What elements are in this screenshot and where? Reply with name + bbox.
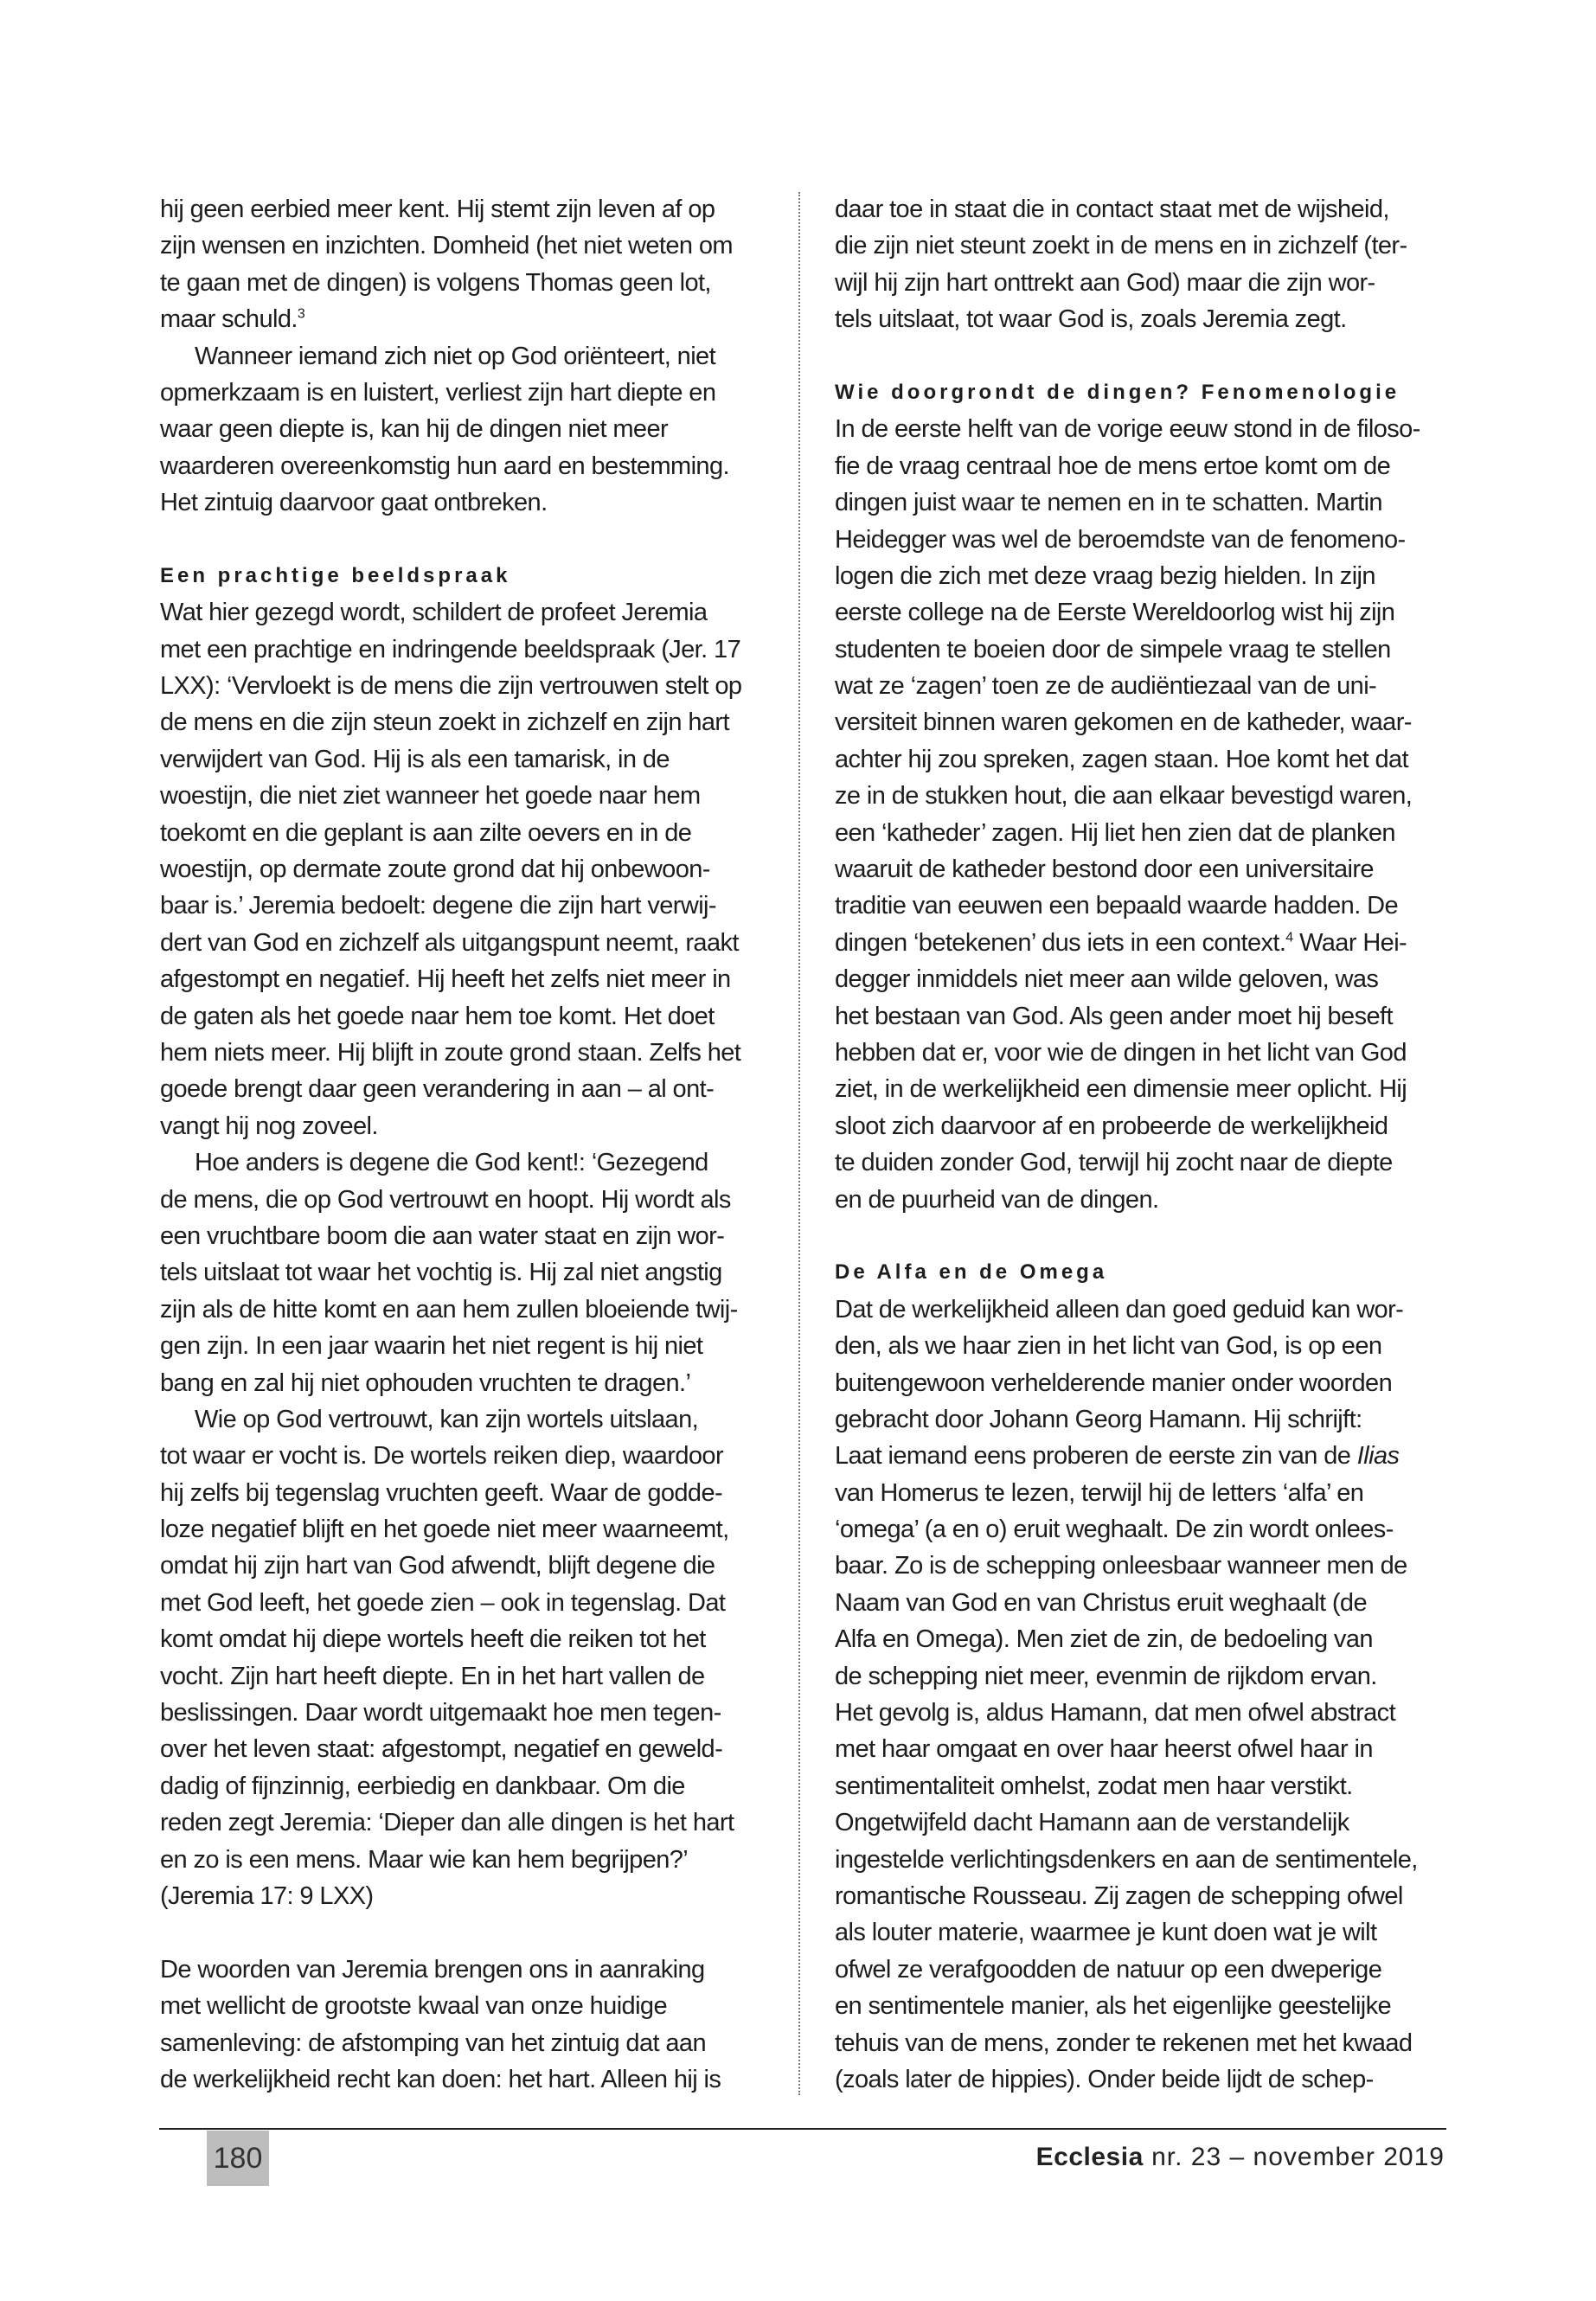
text-line	[835, 1914, 1451, 1951]
text-line	[835, 1952, 1451, 1988]
text-line	[160, 375, 770, 411]
text-line	[160, 888, 770, 924]
line-text: opmerkzaam is en luistert, verliest zijn hart diepte en	[160, 378, 716, 407]
line-text: komt omdat hij diepe wortels heeft die reiken tot het	[160, 1625, 706, 1654]
line-text: romantische Rousseau. Zij zagen de schepping ofwel	[835, 1881, 1403, 1910]
line-text: zijn wensen en inzichten. Domheid (het niet weten om	[160, 232, 733, 260]
line-text: ingestelde verlichtingsdenkers en aan de sentimentele,	[835, 1845, 1418, 1874]
text-line	[835, 1768, 1451, 1804]
text-line	[835, 1328, 1451, 1364]
text-line	[160, 925, 770, 961]
line-text: en de puurheid van de dingen.	[835, 1185, 1159, 1214]
text-line	[160, 1071, 770, 1107]
line-text: den, als we haar zien in het licht van God, is op een	[835, 1332, 1382, 1361]
text-line	[160, 1365, 770, 1401]
text-line	[835, 925, 1451, 961]
text-line	[160, 228, 770, 264]
text-column-left	[160, 191, 770, 2098]
text-line	[835, 741, 1451, 778]
line-text: daar toe in staat die in contact staat met de wijsheid,	[835, 195, 1389, 223]
line-text: sloot zich daarvoor af en probeerde de werkelijkheid	[835, 1112, 1388, 1140]
line-text: Laat iemand eens proberen de eerste zin van de	[835, 1442, 1357, 1471]
line-text: tels uitslaat, tot waar God is, zoals Jeremia zegt.	[835, 305, 1347, 334]
text-line	[160, 1438, 770, 1474]
text-line	[160, 1144, 770, 1181]
footnote-marker: 3	[297, 306, 305, 322]
text-line	[160, 631, 770, 668]
line-text: hebben dat er, voor wie de dingen in het licht van God	[835, 1038, 1407, 1067]
text-line	[160, 1621, 770, 1657]
text-line	[835, 1182, 1451, 1218]
text-line	[835, 1585, 1451, 1621]
footer-journal-info	[1036, 2137, 1445, 2178]
line-text: achter hij zou spreken, zagen staan. Hoe komt het dat	[835, 745, 1408, 773]
text-line	[160, 1695, 770, 1731]
line-text: dadig of fijnzinnig, eerbiedig en dankbaar. Om die	[160, 1772, 685, 1800]
line-text: traditie van eeuwen een bepaald waarde hadden. De	[835, 892, 1398, 920]
text-line	[835, 1988, 1451, 2024]
text-line	[160, 1658, 770, 1695]
text-line	[160, 1548, 770, 1584]
line-text: reden zegt Jeremia: ‘Dieper dan alle dingen is het hart	[160, 1809, 734, 1837]
line-text: dingen juist waar te nemen en in te schatten. Martin	[835, 489, 1382, 517]
text-line	[835, 668, 1451, 704]
text-line	[835, 851, 1451, 888]
line-text: maar schuld.	[160, 305, 298, 334]
line-text: logen die zich met deze vraag bezig hielden. In zijn	[835, 561, 1375, 590]
line-text: zijn als de hitte komt en aan hem zullen bloeiende twij-	[160, 1295, 738, 1324]
line-text: Wie op God vertrouwt, kan zijn wortels uitslaan,	[195, 1405, 699, 1433]
text-line	[160, 1585, 770, 1621]
text-line	[160, 1952, 770, 1988]
line-text: ze in de stukken hout, die aan elkaar bevestigd waren,	[835, 782, 1413, 811]
line-text: over het leven staat: afgestompt, negatief en geweld-	[160, 1735, 723, 1764]
line-text: degger inmiddels niet meer aan wilde geloven, was	[835, 965, 1379, 994]
line-text: Ongetwijfeld dacht Hamann aan de verstandelijk	[835, 1809, 1349, 1837]
line-text: beslissingen. Daar wordt uitgemaakt hoe men tegen-	[160, 1699, 721, 1727]
text-line	[160, 191, 770, 228]
line-text: wijl hij zijn hart onttrekt aan God) maar die zijn wor-	[835, 268, 1375, 297]
text-line	[835, 1804, 1451, 1841]
line-text: waaruit de katheder bestond door een universitaire	[835, 856, 1374, 884]
text-line	[160, 1328, 770, 1364]
line-text: Een prachtige beeldspraak	[160, 563, 511, 587]
line-text: gebracht door Johann Georg Hamann. Hij schrijft:	[835, 1405, 1362, 1433]
line-text: studenten te boeien door de simpele vraag te stellen	[835, 635, 1391, 663]
line-text: dert van God en zichzelf als uitgangspunt neemt, raakt	[160, 928, 739, 957]
text-line	[835, 778, 1451, 814]
line-text: met een prachtige en indringende beeldspraak (Jer. 17	[160, 635, 741, 663]
text-line	[835, 228, 1451, 264]
text-line	[835, 961, 1451, 997]
line-text: hij geen eerbied meer kent. Hij stemt zijn leven af op	[160, 195, 715, 223]
text-line	[835, 1695, 1451, 1731]
text-line	[835, 998, 1451, 1035]
line-text: tot waar er vocht is. De wortels reiken diep, waardoor	[160, 1442, 724, 1471]
text-line	[835, 1878, 1451, 1914]
line-text: waar geen diepte is, kan hij de dingen niet meer	[160, 415, 669, 444]
text-line	[835, 1842, 1451, 1878]
text-line	[835, 448, 1451, 484]
blank-line	[835, 338, 1451, 375]
line-text: fie de vraag centraal hoe de mens ertoe komt om de	[835, 452, 1391, 480]
text-line	[160, 2025, 770, 2061]
line-text: die zijn niet steunt zoekt in de mens en in zichzelf (ter-	[835, 232, 1407, 260]
text-line	[835, 411, 1451, 447]
text-line	[160, 1731, 770, 1767]
text-line	[160, 998, 770, 1035]
line-text: Dat de werkelijkheid alleen dan goed geduid kan wor-	[835, 1295, 1404, 1324]
text-line	[160, 484, 770, 521]
line-text: Het gevolg is, aldus Hamann, dat men ofwel abstract	[835, 1699, 1396, 1727]
line-text: het bestaan van God. Als geen ander moet hij beseft	[835, 1002, 1393, 1030]
text-line	[160, 1182, 770, 1218]
column-divider	[798, 192, 800, 2095]
section-heading	[835, 1254, 1451, 1291]
text-line	[835, 265, 1451, 301]
journal-name: Ecclesia	[1035, 2143, 1144, 2171]
line-text: goede brengt daar geen verandering in aan – al ont-	[160, 1075, 715, 1104]
text-line	[160, 778, 770, 814]
page-number: 180	[207, 2131, 269, 2186]
line-text: omdat hij zijn hart van God afwendt, blijft degene die	[160, 1552, 715, 1580]
line-text: ziet, in de werkelijkheid een dimensie meer oplicht. Hij	[835, 1075, 1407, 1104]
line-text: Wanneer iemand zich niet op God oriënteert, niet	[195, 342, 716, 370]
section-heading	[160, 558, 770, 594]
line-text: (zoals later de hippies). Onder beide lijdt de schep-	[835, 2065, 1374, 2093]
footer-rule	[159, 2128, 1446, 2130]
line-text: Het zintuig daarvoor gaat ontbreken.	[160, 489, 548, 517]
line-text: In de eerste helft van de vorige eeuw stond in de filoso-	[835, 415, 1420, 444]
line-text: buitengewoon verhelderende manier onder woorden	[835, 1368, 1393, 1397]
text-line	[835, 1365, 1451, 1401]
line-text: met God leeft, het goede zien – ook in tegenslag. Dat	[160, 1588, 726, 1617]
line-text: de werkelijkheid recht kan doen: het hart. Alleen hij is	[160, 2065, 721, 2093]
line-text: met haar omgaat en over haar heerst ofwel haar in	[835, 1735, 1373, 1764]
line-text: LXX): ‘Vervloekt is de mens die zijn vertrouwen stelt op	[160, 672, 742, 701]
text-line	[835, 704, 1451, 740]
line-text: een vruchtbare boom die aan water staat en zijn wor-	[160, 1221, 725, 1250]
text-line	[160, 301, 770, 337]
line-text: en zo is een mens. Maar wie kan hem begrijpen?’	[160, 1845, 689, 1874]
line-text: waarderen overeenkomstig hun aard en bestemming.	[160, 452, 729, 480]
text-line	[160, 448, 770, 484]
text-line	[160, 704, 770, 740]
issue-info: nr. 23 – november 2019	[1143, 2143, 1445, 2171]
text-line	[835, 1658, 1451, 1695]
text-line	[835, 1292, 1451, 1328]
text-line	[835, 1731, 1451, 1767]
blank-line	[160, 1914, 770, 1951]
text-line	[160, 1218, 770, 1254]
text-line	[160, 741, 770, 778]
italic-title: Ilias	[1356, 1442, 1400, 1471]
blank-line	[160, 522, 770, 558]
blank-line	[835, 1218, 1451, 1254]
line-text: De Alfa en de Omega	[835, 1260, 1108, 1285]
line-text: vangt hij nog zoveel.	[160, 1112, 378, 1140]
text-line	[160, 1035, 770, 1071]
line-text: woestijn, die niet ziet wanneer het goede naar hem	[160, 782, 701, 811]
text-line	[835, 1035, 1451, 1071]
text-line	[835, 815, 1451, 851]
line-text: van Homerus te lezen, terwijl hij de letters ‘alfa’ en	[835, 1478, 1364, 1507]
line-text: De woorden van Jeremia brengen ons in aanraking	[160, 1955, 705, 1984]
text-line	[160, 1254, 770, 1291]
line-text: verwijdert van God. Hij is als een tamarisk, in de	[160, 745, 670, 773]
line-text: hij zelfs bij tegenslag vruchten geeft. Waar de godde-	[160, 1478, 723, 1507]
text-line	[835, 631, 1451, 668]
line-text: Hoe anders is degene die God kent!: ‘Gezegend	[195, 1149, 708, 1177]
line-text: sentimentaliteit omhelst, zodat men haar verstikt.	[835, 1772, 1353, 1800]
line-text: wat ze ‘zagen’ toen ze de audiëntiezaal van de uni-	[835, 672, 1377, 701]
text-line	[835, 888, 1451, 924]
text-column-right	[835, 191, 1451, 2098]
text-line	[160, 1804, 770, 1841]
line-text: met wellicht de grootste kwaal van onze huidige	[160, 1992, 667, 2021]
text-line	[835, 1548, 1451, 1584]
text-line	[160, 1108, 770, 1144]
footnote-marker: 4	[1285, 930, 1293, 945]
line-text: de gaten als het goede naar hem toe komt. Het doet	[160, 1002, 715, 1030]
text-line	[835, 191, 1451, 228]
line-text: woestijn, op dermate zoute grond dat hij onbewoon-	[160, 856, 710, 884]
line-text: dingen ‘betekenen’ dus iets in een context.	[835, 928, 1286, 957]
text-line	[835, 1401, 1451, 1438]
text-line	[835, 594, 1451, 631]
text-line	[835, 484, 1451, 521]
text-line	[835, 1511, 1451, 1548]
line-text: gen zijn. In een jaar waarin het niet regent is hij niet	[160, 1332, 703, 1361]
text-line	[160, 1475, 770, 1511]
line-text: toekomt en die geplant is aan zilte oevers en in de	[160, 818, 692, 847]
line-text: baar is.’ Jeremia bedoelt: degene die zijn hart verwij-	[160, 892, 716, 920]
line-text: de mens, die op God vertrouwt en hoopt. Hij wordt als	[160, 1185, 731, 1214]
text-line	[835, 301, 1451, 337]
section-heading	[835, 375, 1451, 411]
text-line	[160, 338, 770, 375]
line-text: Naam van God en van Christus eruit weghaalt (de	[835, 1588, 1367, 1617]
line-text: ‘omega’ (a en o) eruit weghaalt. De zin wordt onlees-	[835, 1516, 1394, 1544]
text-line	[835, 1144, 1451, 1181]
text-line	[160, 1768, 770, 1804]
text-line	[835, 1475, 1451, 1511]
line-text: Alfa en Omega). Men ziet de zin, de bedoeling van	[835, 1625, 1373, 1654]
text-line	[160, 1878, 770, 1914]
text-line	[835, 1621, 1451, 1657]
text-line	[835, 522, 1451, 558]
text-line	[160, 1292, 770, 1328]
line-text: als louter materie, waarmee je kunt doen wat je wilt	[835, 1919, 1377, 1947]
text-line	[160, 1511, 770, 1548]
text-line	[835, 558, 1451, 594]
line-text: (Jeremia 17: 9 LXX)	[160, 1881, 374, 1910]
text-line	[160, 594, 770, 631]
text-line	[835, 1438, 1451, 1474]
line-text: baar. Zo is de schepping onleesbaar wanneer men de	[835, 1552, 1407, 1580]
line-text: afgestompt en negatief. Hij heeft het zelfs niet meer in	[160, 965, 731, 994]
line-text: Wie doorgrondt de dingen? Fenomenologie	[835, 380, 1401, 404]
line-text: Waar Hei-	[1292, 928, 1407, 957]
line-text: te gaan met de dingen) is volgens Thomas geen lot,	[160, 268, 711, 297]
line-text: Wat hier gezegd wordt, schildert de profeet Jeremia	[160, 599, 708, 627]
line-text: een ‘katheder’ zagen. Hij liet hen zien dat de planken	[835, 818, 1395, 847]
text-line	[160, 1401, 770, 1438]
line-text: loze negatief blijft en het goede niet meer waarneemt,	[160, 1516, 729, 1544]
text-line	[160, 815, 770, 851]
line-text: en sentimentele manier, als het eigenlijke geestelijke	[835, 1992, 1392, 2021]
text-line	[160, 961, 770, 997]
line-text: samenleving: de afstomping van het zintuig dat aan	[160, 2029, 706, 2057]
text-line	[835, 1108, 1451, 1144]
line-text: tels uitslaat tot waar het vochtig is. Hij zal niet angstig	[160, 1259, 722, 1287]
line-text: Heidegger was wel de beroemdste van de fenomeno-	[835, 525, 1406, 554]
text-line	[160, 1842, 770, 1878]
text-line	[160, 2061, 770, 2098]
line-text: de mens en die zijn steun zoekt in zichzelf en zijn hart	[160, 708, 729, 737]
text-line	[160, 265, 770, 301]
line-text: bang en zal hij niet ophouden vruchten te dragen.’	[160, 1368, 691, 1397]
text-line	[160, 851, 770, 888]
line-text: eerste college na de Eerste Wereldoorlog wist hij zijn	[835, 599, 1395, 627]
line-text: ofwel ze verafgoodden de natuur op een dweperige	[835, 1955, 1382, 1984]
line-text: te duiden zonder God, terwijl hij zocht naar de diepte	[835, 1149, 1393, 1177]
text-line	[160, 668, 770, 704]
line-text: de schepping niet meer, evenmin de rijkdom ervan.	[835, 1662, 1377, 1690]
line-text: versiteit binnen waren gekomen en de katheder, waar-	[835, 708, 1412, 737]
text-line	[835, 2061, 1451, 2098]
line-text: hem niets meer. Hij blijft in zoute grond staan. Zelfs het	[160, 1038, 741, 1067]
text-line	[835, 1071, 1451, 1107]
text-line	[835, 2025, 1451, 2061]
text-line	[160, 411, 770, 447]
line-text: vocht. Zijn hart heeft diepte. En in het hart vallen de	[160, 1662, 705, 1690]
line-text: tehuis van de mens, zonder te rekenen met het kwaad	[835, 2029, 1413, 2057]
text-line	[160, 1988, 770, 2024]
